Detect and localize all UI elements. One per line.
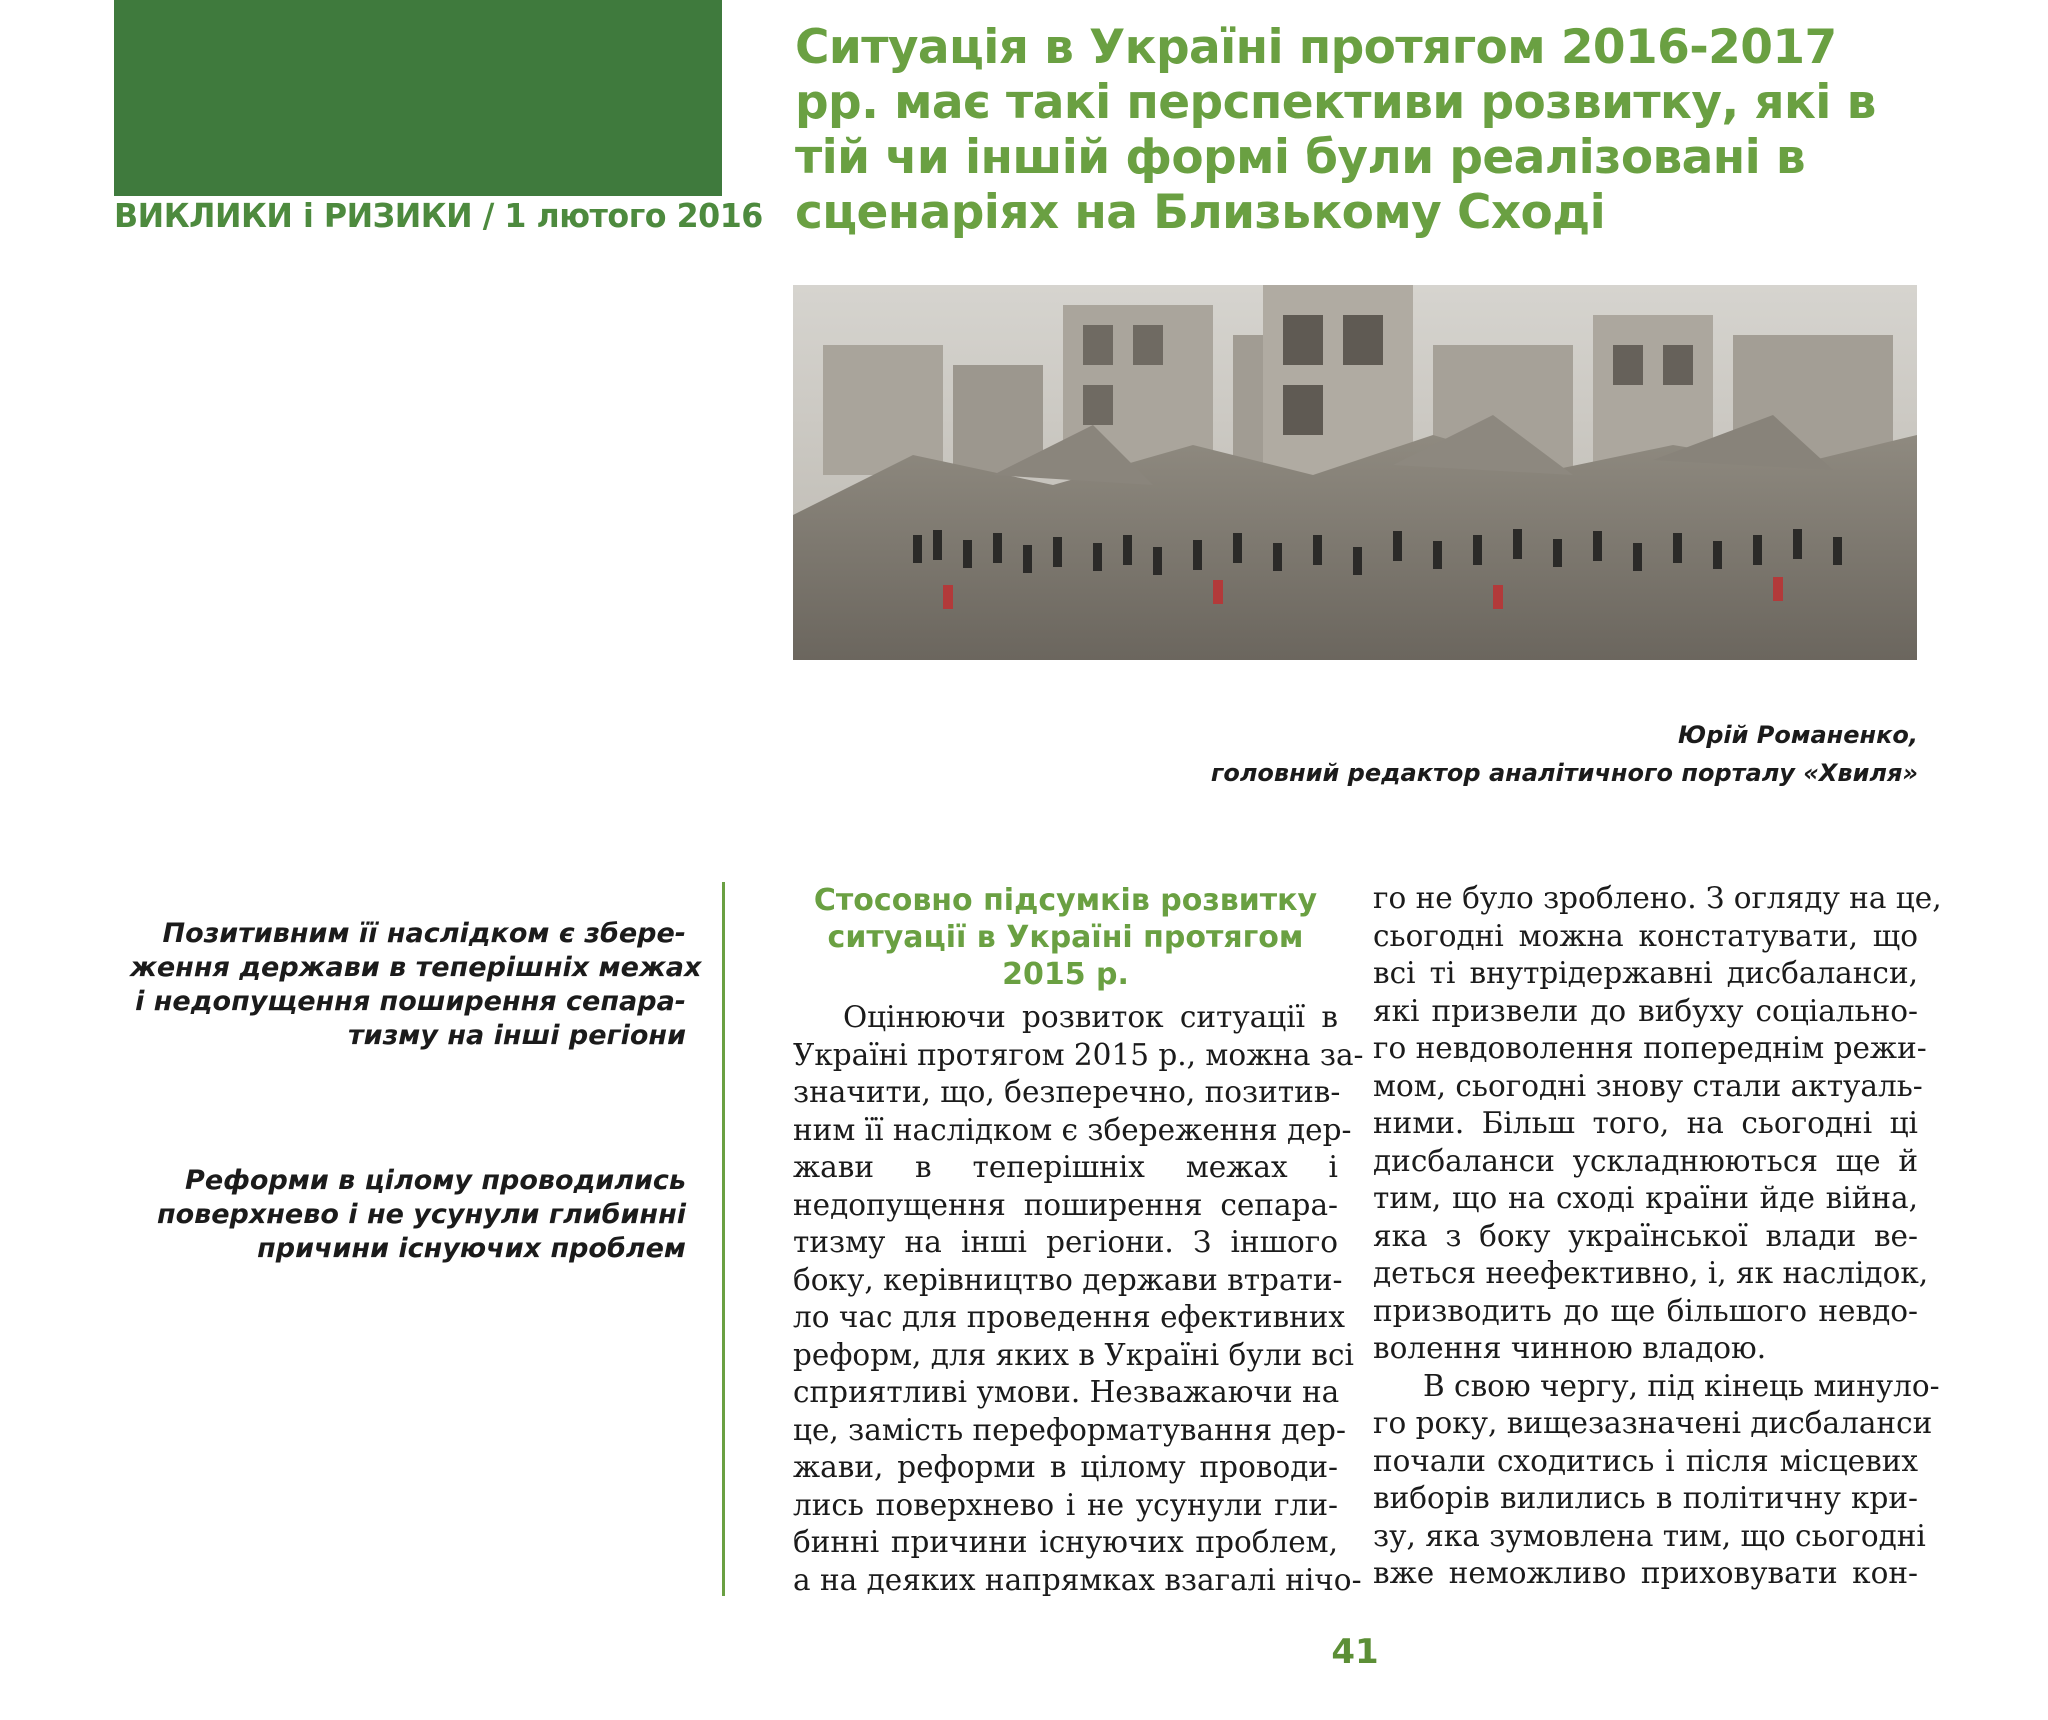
section-heading-line: ситуації в Україні протягом <box>827 920 1304 955</box>
article-column-1 <box>793 880 1364 1599</box>
text-line: недопущення поширення сепара- <box>793 1187 1338 1222</box>
text-line: почали сходитись і після місцевих <box>1373 1443 1918 1478</box>
pull-quote-line: і недопущення поширення сепара- <box>135 986 686 1017</box>
pull-quote-2 <box>130 1164 686 1266</box>
text-line: Оцінюючи розвиток ситуації в <box>843 1000 1338 1034</box>
text-line: призводить до ще більшого невдо- <box>1373 1293 1918 1328</box>
pull-quote-line: тизму на інші регіони <box>348 1020 686 1051</box>
text-line: тим, що на сході країни йде війна, <box>1373 1181 1918 1215</box>
pull-quote-line: Позитивним її наслідком є збере- <box>162 918 686 949</box>
text-line: сьогодні можна констатувати, що <box>1373 918 1918 953</box>
text-line: яка з боку української влади ве- <box>1373 1218 1918 1253</box>
section-heading <box>793 882 1338 993</box>
text-line: ло час для проведення ефективних <box>793 1300 1346 1334</box>
text-line: го не було зроблено. З огляду на це, <box>1373 881 1942 915</box>
author-name: Юрій Романенко, <box>1678 721 1918 749</box>
text-line: дисбаланси ускладнюються ще й <box>1373 1143 1918 1178</box>
column-divider <box>722 882 725 1596</box>
text-line: зу, яка зумовлена тим, що сьогодні <box>1373 1518 1926 1553</box>
text-line: В свою чергу, під кінець минуло- <box>1423 1368 1940 1403</box>
pull-quote-1 <box>130 917 702 1053</box>
header-color-block <box>114 0 722 196</box>
article-column-2 <box>1373 880 1942 1593</box>
text-line: тизму на інші регіони. З іншого <box>793 1225 1338 1259</box>
text-line: го року, вищезазначені дисбаланси <box>1373 1406 1933 1440</box>
article-photo <box>793 285 1917 660</box>
pull-quote-line: Реформи в цілому проводились <box>185 1165 686 1196</box>
text-line: всі ті внутрідержавні дисбаланси, <box>1373 956 1918 990</box>
article-title: Ситуація в Україні протягом 2016-2017 рр. має такі перспективи розвитку, які в тій чи іншій формі були реалізовані в сценаріях на Близькому Сході <box>795 20 1876 240</box>
text-line: боку, керівництво держави втрати- <box>793 1262 1343 1297</box>
text-line: які призвели до вибуху соціально- <box>1373 993 1918 1028</box>
text-line: вже неможливо приховувати кон- <box>1373 1556 1918 1590</box>
author-position: головний редактор аналітичного порталу «Хвиля» <box>1210 759 1918 787</box>
column-1-text <box>793 999 1364 1599</box>
text-line: ними. Більш того, на сьогодні ці <box>1373 1106 1918 1140</box>
section-heading-line: 2015 р. <box>1002 957 1129 992</box>
text-line: жави, реформи в цілому проводи- <box>793 1450 1338 1484</box>
page-number: 41 <box>1331 1632 1379 1672</box>
destroyed-city-image <box>793 285 1917 660</box>
text-line: деться неефективно, і, як наслідок, <box>1373 1256 1929 1290</box>
text-line: волення чинною владою. <box>1373 1331 1767 1365</box>
author-block <box>1211 716 1918 792</box>
text-line: значити, що, безперечно, позитив- <box>793 1075 1341 1109</box>
text-line: сприятливі умови. Незважаючи на <box>793 1375 1340 1409</box>
text-line: а на деяких напрямках взагалі нічо- <box>793 1562 1362 1597</box>
section-heading-line: Стосовно підсумків розвитку <box>813 883 1318 918</box>
pull-quote-line: поверхнево і не усунули глибинні <box>156 1199 686 1230</box>
text-line: Україні протягом 2015 р., можна за- <box>793 1037 1364 1072</box>
text-line: мом, сьогодні знову стали актуаль- <box>1373 1068 1923 1103</box>
text-line: лись поверхнево і не усунули гли- <box>793 1487 1338 1522</box>
text-line: го невдоволення попереднім режи- <box>1373 1031 1927 1065</box>
pull-quote-line: ження держави в теперішніх межах <box>130 952 702 983</box>
text-line: жави в теперішніх межах і <box>793 1150 1338 1184</box>
pull-quote-line: причини існуючих проблем <box>257 1233 686 1264</box>
text-line: це, замість переформатування дер- <box>793 1412 1346 1447</box>
section-rubric: ВИКЛИКИ і РИЗИКИ / 1 лютого 2016 <box>114 196 763 235</box>
text-line: виборів вилились в політичну кри- <box>1373 1481 1918 1515</box>
text-line: реформ, для яких в Україні були всі <box>793 1337 1354 1372</box>
text-line: бинні причини існуючих проблем, <box>793 1525 1338 1559</box>
text-line: ним її наслідком є збереження дер- <box>793 1112 1352 1147</box>
